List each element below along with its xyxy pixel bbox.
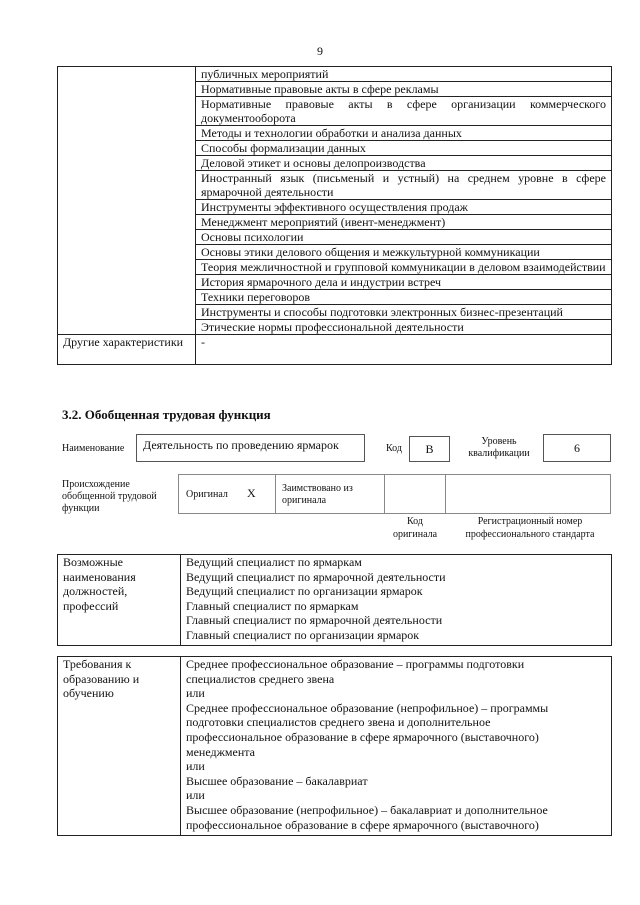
knowledge-item: Деловой этикет и основы делопроизводства <box>196 156 612 171</box>
section-title: 3.2. Обобщенная трудовая функция <box>62 407 271 422</box>
code-label: Код <box>386 443 402 454</box>
name-label: Наименование <box>62 443 125 454</box>
education-text <box>181 657 612 836</box>
education-line: Среднее профессиональное образование (непрофильное) – программы <box>186 700 549 715</box>
knowledge-item: Техники переговоров <box>196 290 612 305</box>
knowledge-item: Инструменты эффективного осуществления продаж <box>196 200 612 215</box>
education-line: или <box>186 788 205 803</box>
table-row <box>58 657 612 836</box>
education-line: профессиональное образование в сфере ярмарочного (выставочного) <box>186 817 539 832</box>
knowledge-item: Нормативные правовые акты в сфере рекламы <box>196 82 612 97</box>
table-row <box>58 335 612 365</box>
knowledge-item: Иностранный язык (письменый и устный) на среднем уровне в сфере ярмарочной деятельности <box>196 171 612 200</box>
education-line: специалистов среднего звена <box>186 671 335 686</box>
education-line: подготовки специалистов среднего звена и дополнительное <box>186 715 491 730</box>
code-original-caption: Код оригинала <box>392 516 438 540</box>
level-label: Уровень квалификации <box>468 436 530 459</box>
level-value: 6 <box>543 434 611 462</box>
table-row <box>58 67 612 82</box>
positions-table <box>57 554 612 646</box>
original-mark: Х <box>247 486 256 500</box>
knowledge-item: История ярмарочного дела и индустрии встреч <box>196 275 612 290</box>
education-line: или <box>186 759 205 774</box>
origin-label: Происхождение обобщенной трудовой функции <box>62 479 157 514</box>
knowledge-item: Методы и технологии обработки и анализа данных <box>196 126 612 141</box>
position-item: Ведущий специалист по ярмарочной деятельности <box>186 569 446 584</box>
other-characteristics-value: - <box>196 335 612 365</box>
positions-label: Возможные наименования должностей, профессий <box>58 555 181 646</box>
knowledge-item: Основы психологии <box>196 230 612 245</box>
education-line: Высшее образование (непрофильное) – бакалавриат и дополнительное <box>186 802 548 817</box>
knowledge-item: Этические нормы профессиональной деятельности <box>196 320 612 335</box>
original-label: Оригинал <box>186 489 228 500</box>
position-item: Ведущий специалист по организации ярмарок <box>186 584 423 599</box>
knowledge-item: Способы формализации данных <box>196 141 612 156</box>
code-value: В <box>409 436 450 462</box>
knowledge-item: Инструменты и способы подготовки электронных бизнес-презентаций <box>196 305 612 320</box>
borrowed-label: Заимствовано из оригинала <box>282 483 353 506</box>
reg-number-caption: Регистрационный номер профессионального стандарта <box>465 516 595 540</box>
knowledge-item: Менеджмент мероприятий (ивент-менеджмент) <box>196 215 612 230</box>
knowledge-item: Теория межличностной и групповой коммуникации в деловом взаимодействии <box>196 260 612 275</box>
position-item: Главный специалист по организации ярмарок <box>186 627 420 642</box>
education-line: или <box>186 686 205 701</box>
position-item: Главный специалист по ярмаркам <box>186 598 359 613</box>
knowledge-item: Основы этики делового общения и межкультурной коммуникации <box>196 245 612 260</box>
position-item: Главный специалист по ярмарочной деятельности <box>186 613 443 628</box>
origin-divider <box>384 474 385 514</box>
education-line: менеджмента <box>186 744 255 759</box>
education-line: профессиональное образование в сфере ярмарочного (выставочного) <box>186 729 539 744</box>
name-value: Деятельность по проведению ярмарок <box>136 434 365 462</box>
positions-list <box>181 555 612 646</box>
other-characteristics-label: Другие характеристики <box>58 335 196 365</box>
education-table <box>57 656 612 836</box>
knowledge-label-cell <box>58 67 196 335</box>
origin-box <box>178 474 611 514</box>
origin-divider <box>275 474 276 514</box>
page-number: 9 <box>317 44 323 58</box>
position-item: Ведущий специалист по ярмаркам <box>186 555 362 569</box>
knowledge-item: Нормативные правовые акты в сфере организации коммерческого документооборота <box>196 97 612 126</box>
education-label: Требования к образованию и обучению <box>58 657 181 836</box>
education-line: Высшее образование – бакалавриат <box>186 773 368 788</box>
table-row <box>58 555 612 646</box>
education-line: Среднее профессиональное образование – программы подготовки <box>186 657 525 671</box>
origin-divider <box>445 474 446 514</box>
knowledge-table <box>57 66 612 365</box>
knowledge-item: публичных мероприятий <box>196 67 612 82</box>
